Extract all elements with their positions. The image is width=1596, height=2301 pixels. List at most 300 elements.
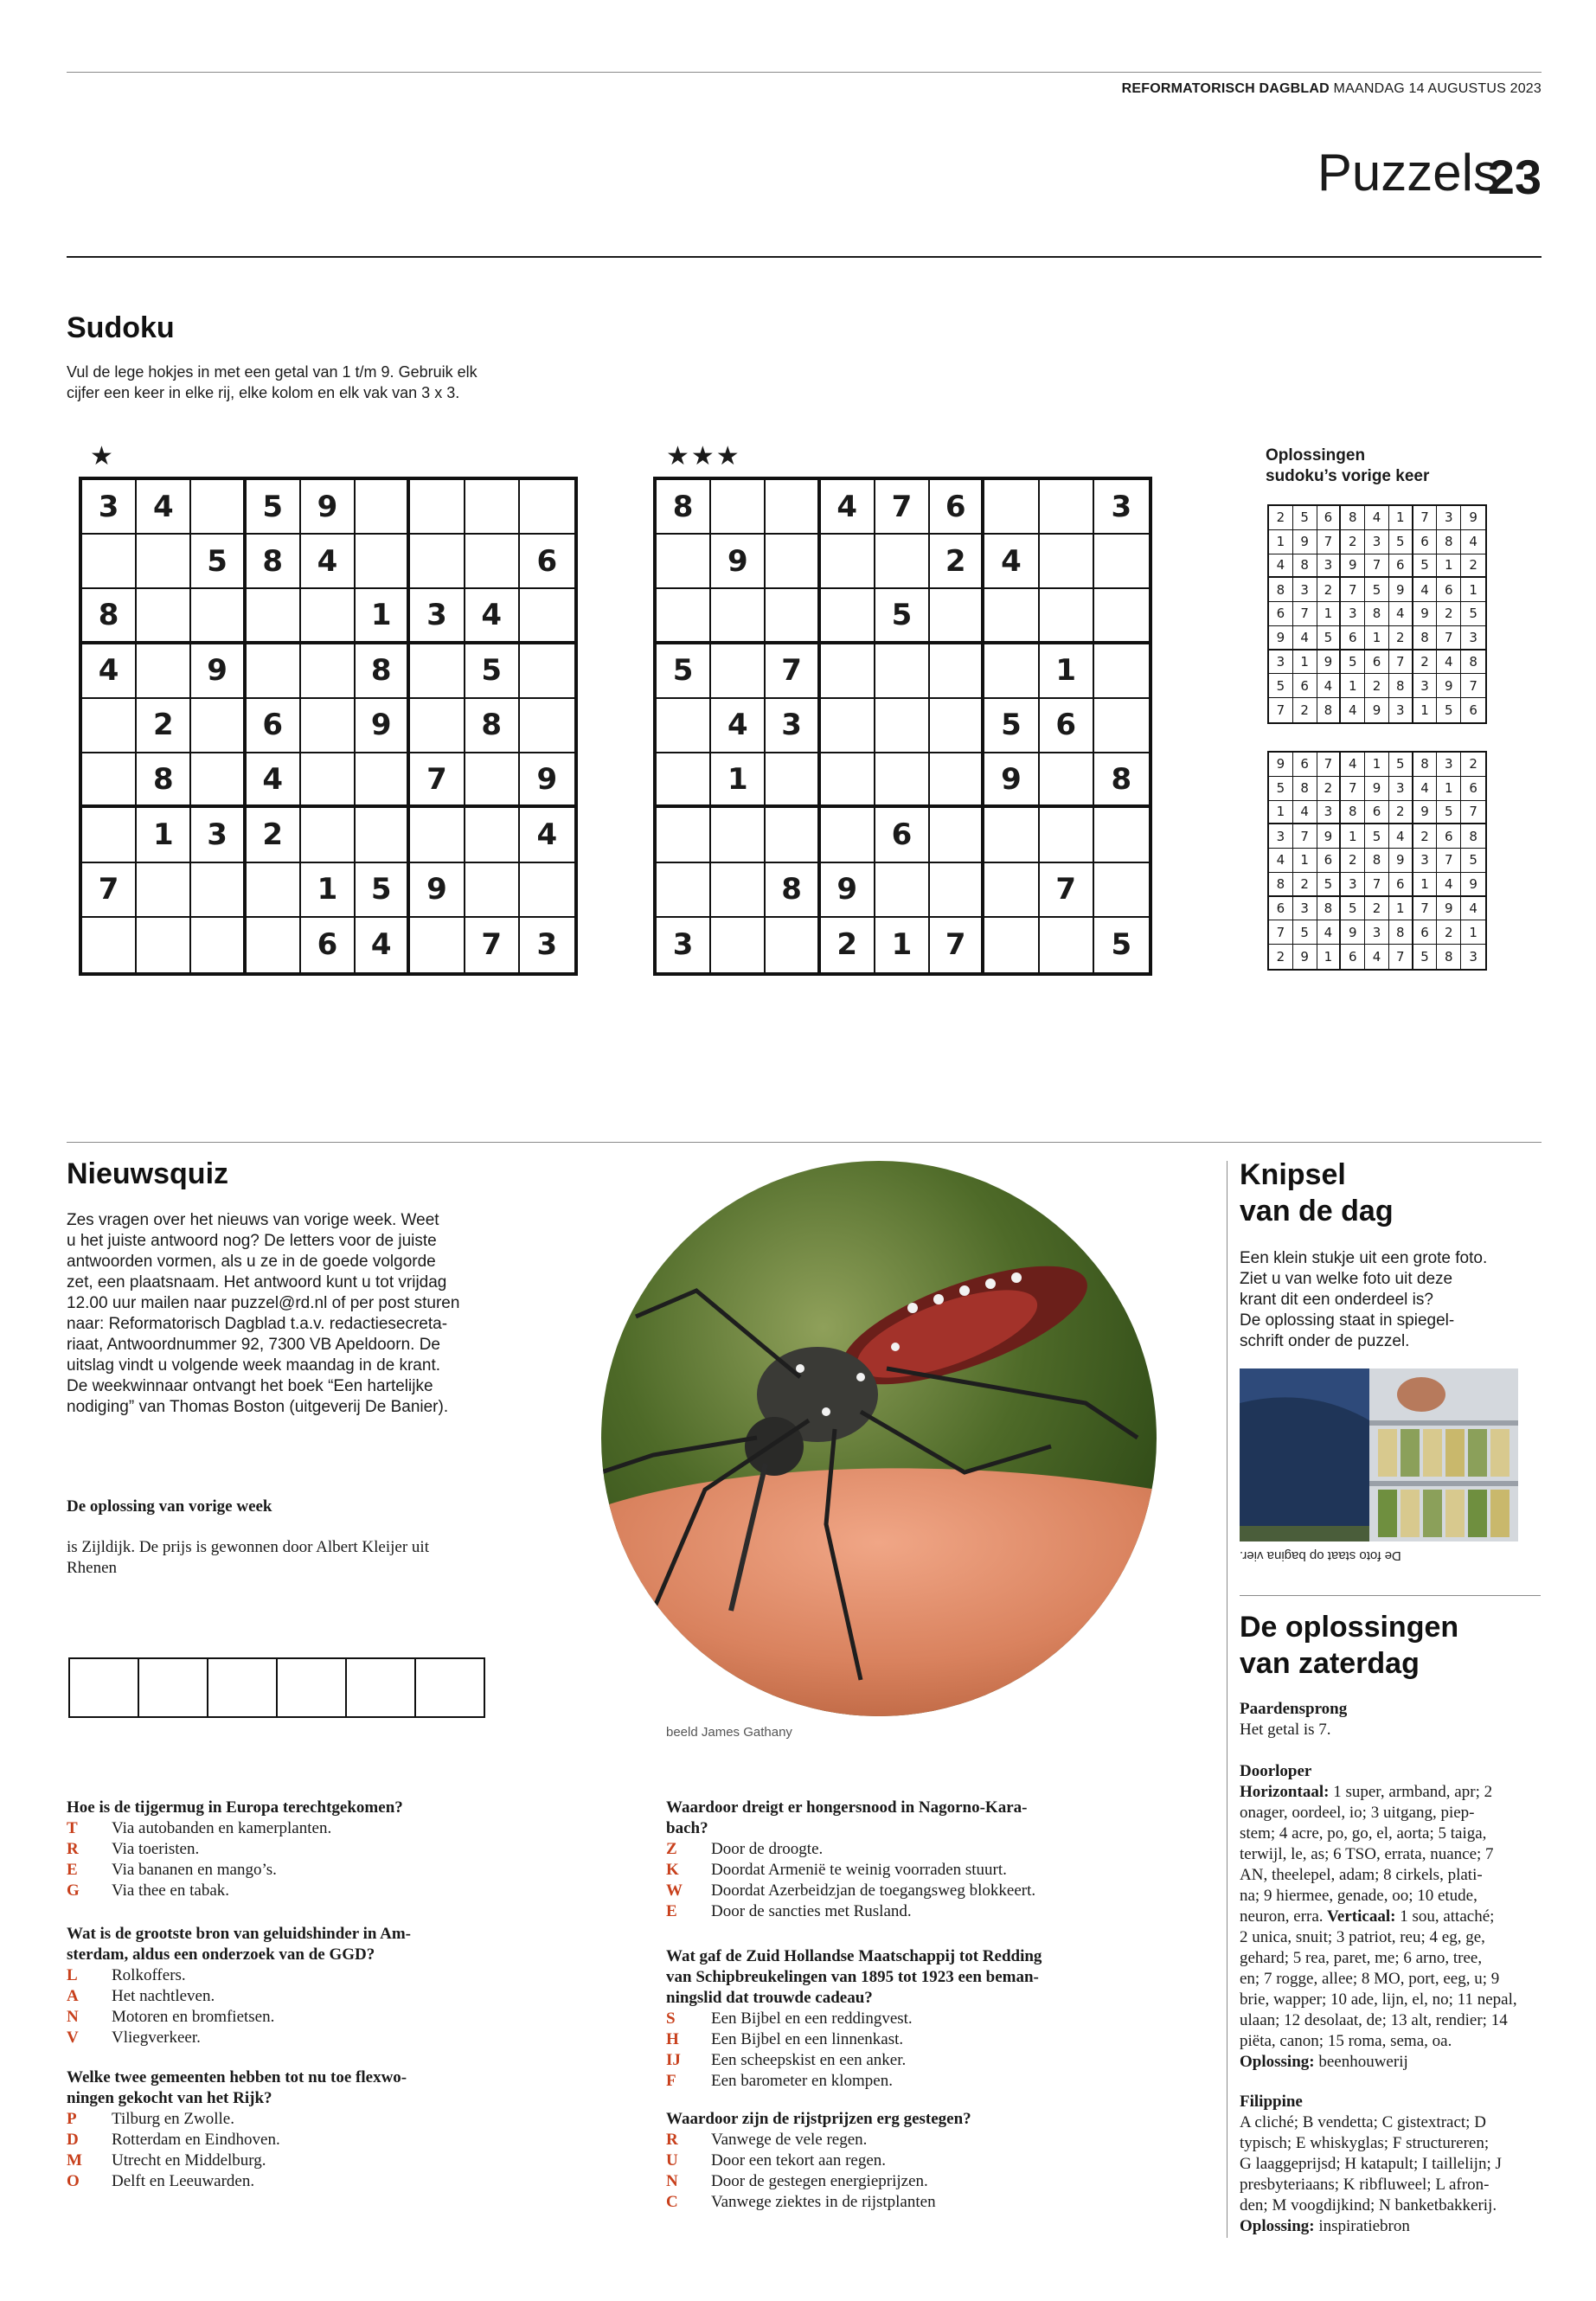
sudoku-cell[interactable] [301, 808, 356, 862]
difficulty-hard: ★★★ [666, 442, 741, 471]
horizontaal-line: na; 9 hiermee, genade, oo; 10 etude, [1240, 1887, 1477, 1905]
sudoku-cell[interactable] [1094, 808, 1149, 862]
sudoku-cell[interactable] [520, 480, 574, 535]
question-text: sterdam, aldus een onderzoek van de GGD? [67, 1945, 375, 1964]
option-letter: R [666, 2131, 678, 2149]
solution-cell: 1 [1461, 920, 1485, 945]
sudoku-cell: 3 [410, 589, 465, 644]
answer-box[interactable] [207, 1657, 278, 1718]
quiz-intro-line: antwoorden vormen, als u ze in de goede volgorde [67, 1253, 436, 1271]
solution-cell: 3 [1341, 873, 1365, 897]
sudoku-cell[interactable] [930, 589, 984, 644]
answer-option [666, 2130, 1099, 2150]
sudoku-cell[interactable] [821, 589, 875, 644]
sudoku-cell[interactable] [821, 644, 875, 699]
solution-cell: 5 [1269, 777, 1293, 801]
oplossing-label: Oplossing: [1240, 2053, 1315, 2071]
sudoku-cell[interactable] [301, 644, 356, 699]
previous-solution-line: Rhenen [67, 1559, 118, 1577]
sudoku-cell[interactable] [520, 589, 574, 644]
mosquito-illustration [601, 1161, 1157, 1716]
solution-cell: 8 [1461, 651, 1485, 675]
sudoku-cell: 6 [930, 480, 984, 535]
answer-option [666, 1881, 1099, 1901]
solution-cell: 9 [1341, 554, 1365, 579]
sudoku-cell: 4 [984, 535, 1039, 589]
sudoku-cell[interactable] [1094, 644, 1149, 699]
sudoku-cell[interactable] [1040, 589, 1094, 644]
solution-cell: 8 [1317, 698, 1342, 722]
sudoku-cell[interactable] [465, 753, 520, 808]
sudoku-cell[interactable] [1094, 535, 1149, 589]
sudoku-cell[interactable] [301, 699, 356, 753]
solution-cell: 9 [1269, 753, 1293, 777]
answer-boxes [68, 1657, 484, 1718]
paardensprong-text: Het getal is 7. [1240, 1721, 1331, 1739]
answer-box[interactable] [414, 1657, 485, 1718]
quiz-question-1 [67, 1798, 499, 1901]
question-text: Waardoor dreigt er hongersnood in Nagorno-Kara- [666, 1798, 1028, 1817]
sudoku-cell[interactable] [821, 808, 875, 862]
solution-cell: 1 [1269, 801, 1293, 825]
sudoku-cell[interactable] [766, 808, 820, 862]
previous-solution-line: is Zijldijk. De prijs is gewonnen door Albert Kleijer uit [67, 1538, 429, 1556]
sudoku-cell: 4 [82, 644, 137, 699]
sudoku-cell[interactable] [711, 918, 766, 972]
option-letter: V [67, 2029, 79, 2047]
sudoku-cell: 1 [137, 808, 191, 862]
answer-option [67, 2007, 499, 2028]
solution-cell: 3 [1365, 530, 1389, 554]
option-letter: S [666, 2009, 676, 2028]
sudoku-cell[interactable] [356, 808, 410, 862]
sudoku-cell[interactable] [410, 699, 465, 753]
quiz-question-6 [666, 2109, 1099, 2213]
answer-option [666, 2009, 1099, 2029]
solution-cell: 6 [1437, 824, 1461, 849]
header-rule [67, 72, 1542, 73]
sudoku-cell[interactable] [766, 535, 820, 589]
solution-cell: 4 [1365, 945, 1389, 969]
sudoku-cell[interactable] [984, 480, 1039, 535]
solution-cell: 5 [1461, 849, 1485, 873]
sudoku-cell[interactable] [984, 589, 1039, 644]
solution-cell: 1 [1437, 554, 1461, 579]
sudoku-cell[interactable] [766, 918, 820, 972]
verticaal-line: ulaan; 12 desolaat, de; 13 alt, rendier; 14 [1240, 2011, 1508, 2029]
sudoku-cell[interactable] [137, 863, 191, 918]
horizontaal-line: stem; 4 acre, po, go, el, aorta; 5 taiga, [1240, 1824, 1487, 1843]
sudoku-cell[interactable] [875, 644, 930, 699]
solution-cell: 5 [1293, 920, 1317, 945]
sudoku-cell[interactable] [821, 535, 875, 589]
solution-cell: 9 [1389, 849, 1413, 873]
answer-option [67, 2171, 499, 2192]
solution-cell: 8 [1389, 920, 1413, 945]
solution-cell: 7 [1461, 801, 1485, 825]
solution-cell: 5 [1437, 698, 1461, 722]
sudoku-cell[interactable] [137, 918, 191, 972]
solution-cell: 8 [1365, 849, 1389, 873]
sudoku-cell: 3 [82, 480, 137, 535]
sudoku-cell[interactable] [137, 535, 191, 589]
solution-cell: 7 [1269, 698, 1293, 722]
quiz-intro [67, 1210, 516, 1418]
option-letter: A [67, 1987, 79, 2005]
sudoku-cell[interactable] [930, 644, 984, 699]
quiz-intro-line: Zes vragen over het nieuws van vorige week. Weet [67, 1211, 439, 1229]
solution-cell: 6 [1317, 849, 1342, 873]
solution-cell: 1 [1413, 698, 1438, 722]
answer-option [67, 1860, 499, 1881]
answer-option [67, 1839, 499, 1860]
verticaal-line: brie, wapper; 10 ade, lijn, el, no; 11 nepal, [1240, 1990, 1517, 2009]
answer-option [666, 2171, 1099, 2192]
solution-cell: 4 [1461, 897, 1485, 921]
solution-cell: 9 [1413, 801, 1438, 825]
solution-cell: 2 [1389, 801, 1413, 825]
sudoku-cell: 1 [1040, 644, 1094, 699]
sudoku-cell[interactable] [137, 644, 191, 699]
solution-cell: 3 [1293, 578, 1317, 602]
sudoku-cell: 2 [247, 808, 301, 862]
sudoku-cell[interactable] [930, 808, 984, 862]
option-letter: M [67, 2151, 82, 2170]
answer-box[interactable] [276, 1657, 347, 1718]
sudoku-cell[interactable] [247, 918, 301, 972]
sudoku-cell[interactable] [191, 918, 246, 972]
sudoku-cell[interactable] [1040, 535, 1094, 589]
paardensprong [1240, 1699, 1538, 1740]
solution-cell: 3 [1341, 602, 1365, 626]
sudoku-cell[interactable] [930, 863, 984, 918]
solution-cell: 4 [1461, 530, 1485, 554]
solution-cell: 9 [1437, 674, 1461, 698]
sudoku-cell[interactable] [711, 808, 766, 862]
sudoku-cell[interactable] [657, 699, 711, 753]
sudoku-cell[interactable] [821, 699, 875, 753]
solution-cell: 3 [1269, 824, 1293, 849]
sudoku-cell[interactable] [930, 753, 984, 808]
oplossing-label: Oplossing: [1240, 2217, 1315, 2235]
solution-cell: 5 [1293, 506, 1317, 530]
option-letter: E [666, 1902, 677, 1920]
sudoku-cell[interactable] [657, 535, 711, 589]
sudoku-cell[interactable] [410, 644, 465, 699]
sudoku-cell[interactable] [465, 535, 520, 589]
sudoku-cell[interactable] [191, 699, 246, 753]
sudoku-cell: 9 [191, 644, 246, 699]
sudoku-cell[interactable] [82, 918, 137, 972]
filippine-line: den; M voogdijkind; N banketbakkerij. [1240, 2196, 1497, 2214]
sudoku-cell: 4 [520, 808, 574, 862]
answer-option [666, 1901, 1099, 1922]
sudoku-cell[interactable] [191, 753, 246, 808]
answer-box[interactable] [68, 1657, 139, 1718]
horizontaal-line: neuron, erra. [1240, 1907, 1324, 1926]
sudoku-cell: 7 [766, 644, 820, 699]
supermarket-shelf-illustration [1240, 1368, 1518, 1541]
solution-cell: 6 [1341, 626, 1365, 651]
masthead [952, 81, 1542, 97]
sudoku-cell: 6 [1040, 699, 1094, 753]
sudoku-cell[interactable] [520, 863, 574, 918]
answer-option [666, 1860, 1099, 1881]
solution-cell: 8 [1269, 873, 1293, 897]
solution-cell: 4 [1269, 849, 1293, 873]
sudoku-cell: 8 [465, 699, 520, 753]
sudoku-cell[interactable] [465, 808, 520, 862]
question-text: ningslid dat trouwde cadeau? [666, 1989, 873, 2007]
sudoku-cell[interactable] [356, 480, 410, 535]
sudoku-cell[interactable] [875, 699, 930, 753]
option-letter: T [67, 1819, 78, 1837]
option-letter: R [67, 1840, 79, 1858]
sudoku-cell[interactable] [766, 753, 820, 808]
option-letter: G [67, 1881, 80, 1900]
solution-cell: 6 [1461, 777, 1485, 801]
sudoku-cell[interactable] [711, 589, 766, 644]
solution-cell: 4 [1389, 824, 1413, 849]
option-text: Door de droogte. [711, 1840, 824, 1858]
solution-cell: 9 [1269, 626, 1293, 651]
solution-cell: 3 [1389, 777, 1413, 801]
answer-option [67, 1818, 499, 1839]
sudoku-cell[interactable] [82, 753, 137, 808]
option-letter: F [666, 2072, 676, 2090]
horizontaal-line: AN, theelepel, adam; 8 cirkels, plati- [1240, 1866, 1483, 1884]
sudoku-cell: 4 [301, 535, 356, 589]
issue-date: MAANDAG 14 AUGUSTUS 2023 [1333, 81, 1542, 96]
solution-cell: 7 [1413, 897, 1438, 921]
verticaal-line: gehard; 5 rea, paret, me; 6 arno, tree, [1240, 1949, 1483, 1967]
solution-cell: 5 [1341, 897, 1365, 921]
sudoku-cell[interactable] [657, 589, 711, 644]
solution-cell: 6 [1365, 651, 1389, 675]
option-letter: U [666, 2151, 678, 2170]
option-letter: K [666, 1861, 679, 1879]
sudoku-cell[interactable] [137, 589, 191, 644]
sudoku-cell: 7 [410, 753, 465, 808]
solution-cell: 7 [1437, 626, 1461, 651]
quiz-intro-line: zet, een plaatsnaam. Het antwoord kunt u tot vrijdag [67, 1273, 447, 1292]
sudoku-cell[interactable] [984, 918, 1039, 972]
option-letter: P [67, 2110, 77, 2128]
sudoku-cell[interactable] [711, 863, 766, 918]
sudoku-cell[interactable] [766, 589, 820, 644]
sudoku-cell: 5 [465, 644, 520, 699]
sudoku-cell[interactable] [82, 808, 137, 862]
sudoku-cell[interactable] [520, 644, 574, 699]
solution-cell: 9 [1293, 530, 1317, 554]
question-text: van Schipbreukelingen van 1895 tot 1923 een beman- [666, 1968, 1039, 1986]
sudoku-cell[interactable] [1094, 699, 1149, 753]
solution-cell: 3 [1293, 897, 1317, 921]
sudoku-cell[interactable] [711, 644, 766, 699]
sudoku-cell[interactable] [875, 535, 930, 589]
sudoku-title: Sudoku [67, 311, 175, 344]
solution-cell: 3 [1437, 506, 1461, 530]
sudoku-cell[interactable] [657, 808, 711, 862]
sudoku-intro [67, 362, 478, 403]
answer-option [67, 2109, 499, 2130]
solution-cell: 9 [1317, 824, 1342, 849]
solution-cell: 5 [1341, 651, 1365, 675]
sudoku-cell[interactable] [191, 589, 246, 644]
sudoku-cell[interactable] [875, 863, 930, 918]
doorloper [1240, 1761, 1538, 2073]
sudoku-cell[interactable] [766, 480, 820, 535]
previous-solution-text [67, 1537, 508, 1579]
solution-cell: 3 [1269, 651, 1293, 675]
paper-name: REFORMATORISCH DAGBLAD [1121, 81, 1330, 96]
solution-cell: 7 [1269, 920, 1293, 945]
sudoku-cell[interactable] [410, 808, 465, 862]
solution-cell: 2 [1317, 578, 1342, 602]
sudoku-cell: 3 [657, 918, 711, 972]
sudoku-cell[interactable] [1094, 589, 1149, 644]
quiz-intro-line: uitslag vindt u volgende week maandag in de krant. [67, 1356, 440, 1375]
sudoku-cell: 8 [1094, 753, 1149, 808]
solution-cell: 7 [1437, 849, 1461, 873]
sudoku-cell[interactable] [301, 589, 356, 644]
saturday-title-line: De oplossingen [1240, 1611, 1459, 1644]
sudoku-cell[interactable] [247, 644, 301, 699]
sudoku-cell[interactable] [984, 863, 1039, 918]
solution-cell: 9 [1461, 506, 1485, 530]
solution-cell: 1 [1437, 777, 1461, 801]
solution-cell: 6 [1317, 506, 1342, 530]
verticaal-line: 2 unica, snuit; 3 patriot, reu; 4 eg, ge, [1240, 1928, 1485, 1946]
sudoku-cell[interactable] [247, 589, 301, 644]
solution-cell: 1 [1317, 945, 1342, 969]
sudoku-cell[interactable] [657, 863, 711, 918]
knipsel-photo [1240, 1368, 1518, 1541]
solution-cell: 8 [1413, 753, 1438, 777]
solution-cell: 1 [1269, 530, 1293, 554]
quiz-title: Nieuwsquiz [67, 1157, 229, 1190]
quiz-intro-line: nodiging” van Thomas Boston (uitgeverij De Banier). [67, 1398, 449, 1416]
sudoku-cell: 1 [711, 753, 766, 808]
solution-cell: 6 [1413, 920, 1438, 945]
sudoku-cell[interactable] [821, 753, 875, 808]
sudoku-cell[interactable] [465, 863, 520, 918]
solution-cell: 2 [1413, 824, 1438, 849]
sudoku-cell: 2 [137, 699, 191, 753]
solution-cell: 8 [1293, 554, 1317, 579]
sudoku-cell[interactable] [191, 480, 246, 535]
sudoku-cell: 1 [875, 918, 930, 972]
sudoku-cell: 8 [247, 535, 301, 589]
option-letter: E [67, 1861, 78, 1879]
option-text: Motoren en bromfietsen. [112, 2008, 275, 2026]
sudoku-cell[interactable] [1040, 808, 1094, 862]
answer-box[interactable] [138, 1657, 208, 1718]
sudoku-cell: 4 [137, 480, 191, 535]
sudoku-cell: 4 [711, 699, 766, 753]
option-letter: C [666, 2193, 678, 2211]
solution-cell: 1 [1389, 506, 1413, 530]
sudoku-cell[interactable] [410, 918, 465, 972]
knipsel-title [1240, 1157, 1394, 1229]
sudoku-cell[interactable] [1040, 480, 1094, 535]
option-text: Via thee en tabak. [112, 1881, 230, 1900]
sudoku-cell[interactable] [465, 480, 520, 535]
quiz-intro-line: 12.00 uur mailen naar puzzel@rd.nl of per post sturen [67, 1294, 460, 1312]
photo-credit: beeld James Gathany [666, 1725, 792, 1740]
sudoku-cell[interactable] [1040, 918, 1094, 972]
paardensprong-title: Paardensprong [1240, 1700, 1348, 1718]
option-letter: H [666, 2030, 679, 2048]
sudoku-cell[interactable] [82, 535, 137, 589]
quiz-question-4 [666, 1798, 1099, 1922]
sudoku-cell[interactable] [191, 863, 246, 918]
sudoku-cell[interactable] [520, 699, 574, 753]
sudoku-cell[interactable] [1094, 863, 1149, 918]
sudoku-cell[interactable] [356, 535, 410, 589]
solution-cell: 9 [1365, 698, 1389, 722]
answer-option [666, 2192, 1099, 2213]
sudoku-cell[interactable] [984, 644, 1039, 699]
horizontaal-line: onager, oordeel, io; 3 uitgang, piep- [1240, 1804, 1475, 1822]
solution-cell: 3 [1469, 949, 1477, 965]
answer-box[interactable] [345, 1657, 416, 1718]
sudoku-cell: 9 [711, 535, 766, 589]
sudoku-cell[interactable] [82, 699, 137, 753]
solution-cell: 5 [1365, 578, 1389, 602]
sudoku-intro-line: cijfer een keer in elke rij, elke kolom en elk vak van 3 x 3. [67, 384, 460, 401]
sudoku-cell[interactable] [875, 753, 930, 808]
option-text: Doordat Azerbeidzjan de toegangsweg blokkeert. [711, 1881, 1036, 1900]
sudoku-easy-grid[interactable] [79, 477, 578, 976]
sudoku-cell[interactable] [356, 753, 410, 808]
sudoku-hard-grid[interactable] [653, 477, 1152, 976]
solutions-title-line: Oplossingen [1266, 446, 1366, 465]
solution-cell: 6 [1469, 702, 1477, 719]
sudoku-cell[interactable] [984, 808, 1039, 862]
sudoku-cell[interactable] [410, 480, 465, 535]
option-letter: N [67, 2008, 79, 2026]
sudoku-cell: 5 [191, 535, 246, 589]
sudoku-cell: 5 [356, 863, 410, 918]
sudoku-cell: 6 [520, 535, 574, 589]
solution-cell: 9 [1365, 777, 1389, 801]
solution-cell: 2 [1341, 530, 1365, 554]
answer-option [67, 2028, 499, 2048]
solution-cell: 9 [1437, 897, 1461, 921]
solution-cell: 7 [1389, 651, 1413, 675]
sudoku-cell: 4 [465, 589, 520, 644]
solution-cell: 4 [1413, 578, 1438, 602]
sudoku-cell[interactable] [301, 753, 356, 808]
sudoku-cell[interactable] [711, 480, 766, 535]
solutions-title [1266, 445, 1482, 487]
solution-cell: 6 [1269, 602, 1293, 626]
option-text: Via bananen en mango’s. [112, 1861, 277, 1879]
answer-option [67, 1965, 499, 1986]
solution-cell: 9 [1461, 873, 1485, 897]
sudoku-cell[interactable] [1040, 753, 1094, 808]
sudoku-cell: 8 [356, 644, 410, 699]
sudoku-cell[interactable] [247, 863, 301, 918]
quiz-question-2 [67, 1924, 499, 2048]
sudoku-cell[interactable] [930, 699, 984, 753]
verticaal-line: piëta, canon; 15 roma, sema, oa. [1240, 2032, 1452, 2050]
sudoku-cell[interactable] [657, 753, 711, 808]
option-text: Rolkoffers. [112, 1966, 186, 1984]
sudoku-cell: 4 [356, 918, 410, 972]
sudoku-cell[interactable] [410, 535, 465, 589]
